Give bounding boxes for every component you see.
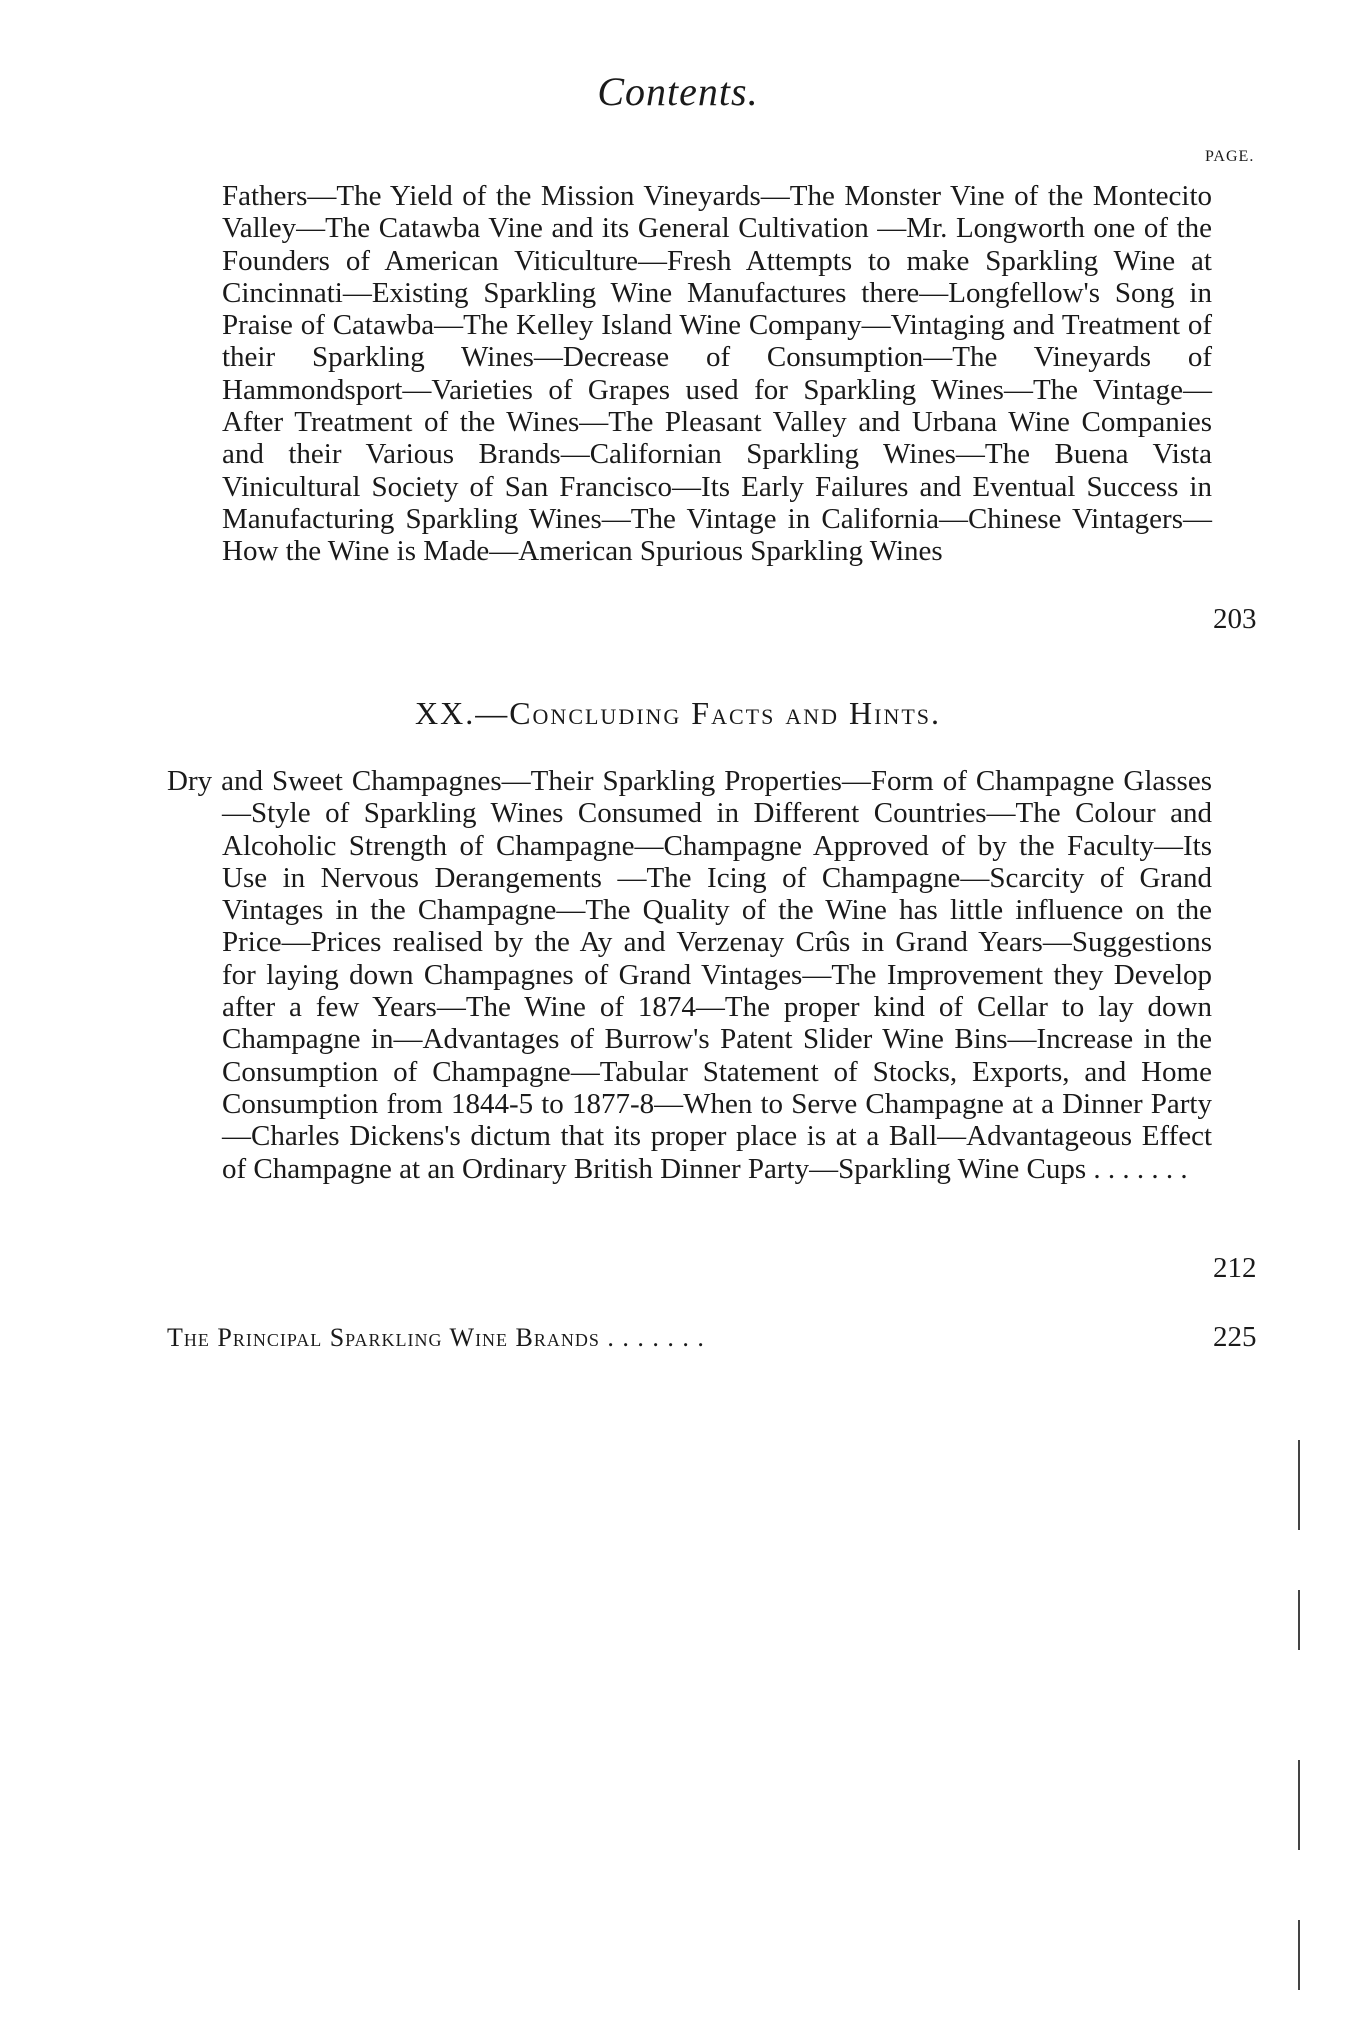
scan-mark bbox=[1298, 1760, 1300, 1850]
page-number: 203 bbox=[1213, 603, 1257, 635]
page-number: 225 bbox=[1213, 1321, 1257, 1353]
section-heading: XX.—Concluding Facts and Hints. bbox=[414, 695, 942, 731]
contents-entry: Fathers—The Yield of the Mission Vineyards—The Monster Vine of the Montecito Valley—The Catawba Vine and its General Cultivation —Mr. Longworth one of the Founders of American Viticulture—Fresh Attempts to make Sparkling Wine at Cincinnati—Existing Sparkling Wine Manufactures there—Longfellow's Song in Praise of Catawba—The Kelley Island Wine Company—Vintaging and Treatment of their Sparkling Wines—Decrease of Consumption—The Vineyards of Hammondsport—Varieties of Grapes used for Sparkling Wines—The Vintage—After Treatment of the Wines—The Pleasant Valley and Urbana Wine Companies and their Various Brands—Californian Sparkling Wines—The Buena Vista Vinicultural Society of San Francisco—Its Early Failures and Eventual Success in Manufacturing Sparkling Wines—The Vintage in California—Chinese Vintagers—How the Wine is Made—American Spurious Sparkling Wines bbox=[222, 180, 1212, 568]
page-column-label: PAGE. bbox=[1205, 148, 1255, 165]
contents-entry: The Principal Sparkling Wine Brands . . . . . . . bbox=[167, 1323, 705, 1352]
margin-scan-marks bbox=[1290, 1440, 1310, 2000]
page-number: 212 bbox=[1213, 1252, 1257, 1284]
page-title: Contents. bbox=[597, 69, 759, 114]
contents-entry: Dry and Sweet Champagnes—Their Sparkling Properties—Form of Champagne Glasses—Style of Sparkling Wines Consumed in Different Countries—The Colour and Alcoholic Strength of Champagne—Champagne Approved of by the Faculty—Its Use in Nervous Derangements —The Icing of Champagne—Scarcity of Grand Vintages in the Champagne—The Quality of the Wine has little influence on the Price—Prices realised by the Ay and Verzenay Crûs in Grand Years—Suggestions for laying down Champagnes of Grand Vintages—The Improvement they Develop after a few Years—The Wine of 1874—The proper kind of Cellar to lay down Champagne in—Advantages of Burrow's Patent Slider Wine Bins—Increase in the Consumption of Champagne—Tabular Statement of Stocks, Exports, and Home Consumption from 1844-5 to 1877-8—When to Serve Champagne at a Dinner Party—Charles Dickens's dictum that its proper place is at a Ball—Advantageous Effect of Champagne at an Ordinary British Dinner Party—Sparkling Wine Cups . . . . . . . bbox=[167, 765, 1212, 1185]
scan-mark bbox=[1298, 1440, 1300, 1530]
scan-mark bbox=[1298, 1590, 1300, 1650]
scan-mark bbox=[1298, 1920, 1300, 1990]
